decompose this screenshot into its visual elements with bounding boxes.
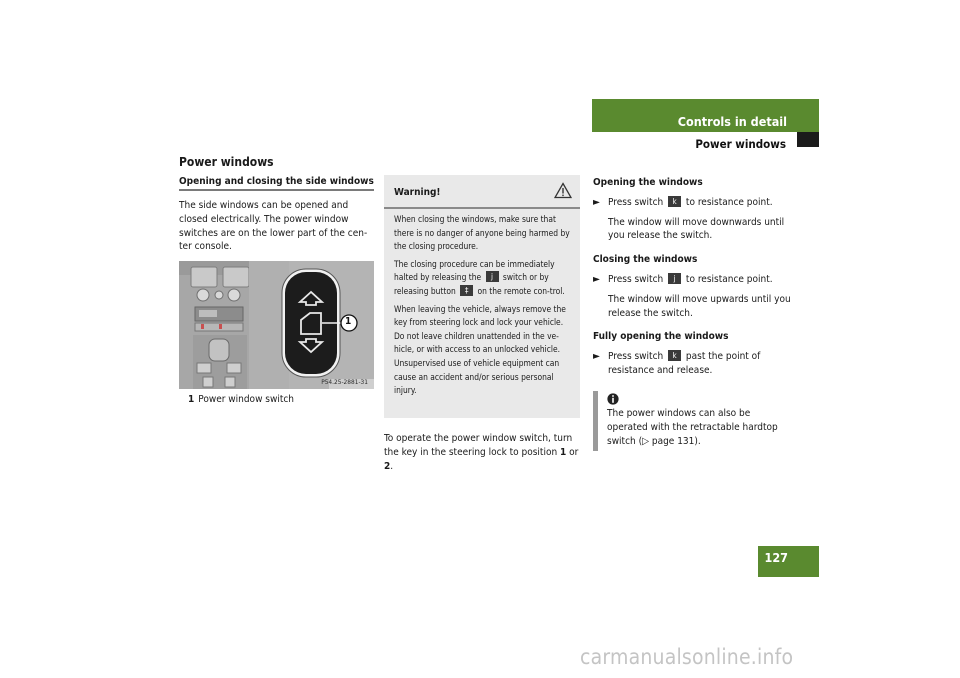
watermark: carmanualsonline.info <box>580 645 794 669</box>
opening-result: The window will move downwards until you release the switch. <box>608 216 785 242</box>
caption-text: Power window switch <box>198 394 294 405</box>
instructions-column <box>593 176 793 378</box>
warning-text <box>394 213 574 402</box>
image-caption <box>188 394 294 405</box>
opening-step-b: to resistance point. <box>683 196 773 208</box>
warning-p2-part-c: on the remote con-trol. <box>475 285 565 296</box>
chapter-title: Controls in detail <box>677 114 787 129</box>
section-title: Power windows <box>695 137 786 151</box>
warning-triangle-icon <box>554 182 572 199</box>
intro-paragraph: The side windows can be opened and closed electrically. The power window switches are on the lower part of the cen-ter console. <box>179 200 368 253</box>
page-reference-link[interactable]: ▷ page 131 <box>642 435 695 447</box>
callout-number: 1 <box>345 316 352 327</box>
window-up-symbol: j <box>668 273 681 284</box>
sub-heading: Opening and closing the side windows <box>179 176 374 187</box>
window-down-symbol: k <box>668 196 681 207</box>
caption-number: 1 <box>188 394 195 405</box>
closing-step <box>593 273 793 287</box>
opening-step-a: Press switch <box>608 196 667 208</box>
position-2: 2 <box>384 460 391 472</box>
warning-title: Warning! <box>394 187 441 198</box>
operate-paragraph <box>384 432 580 473</box>
bullet-arrow-icon: ► <box>593 273 600 285</box>
window-up-symbol: j <box>486 271 499 282</box>
bullet-arrow-icon: ► <box>593 351 600 363</box>
window-down-symbol: k <box>668 350 681 361</box>
info-text-a: The power windows can also be operated with the retractable hardtop switch ( <box>607 408 778 447</box>
operate-text-c: . <box>390 460 394 472</box>
header-tab-marker <box>797 132 819 147</box>
page-number: 127 <box>764 550 788 565</box>
warning-p2-part-a: The closing procedure can be immediately halted by releasing the <box>394 258 555 283</box>
info-icon <box>607 393 619 405</box>
header-chapter-bar <box>592 99 819 132</box>
warning-paragraph-1: When closing the windows, make sure that there is no danger of anyone being harmed by the closing procedure. <box>394 214 570 252</box>
center-console-photo <box>179 261 374 389</box>
full-opening-step <box>593 350 793 378</box>
closing-result: The window will move upwards until you release the switch. <box>608 293 791 319</box>
page-title: Power windows <box>179 155 274 169</box>
info-bar <box>593 391 598 451</box>
warning-p2-part-b: switch or by releasing button <box>394 272 549 296</box>
closing-step-b: to resistance point. <box>683 273 773 285</box>
position-1: 1 <box>560 446 567 458</box>
info-note <box>593 391 793 451</box>
warning-rule <box>384 207 580 209</box>
warning-paragraph-3: When leaving the vehicle, always remove the key from steering lock and lock your vehicle. Do not leave children unattended in the ve-hicle, or with access to an unlocked vehicle. Unsupervised use of vehicle equipment can cause an accident and/or serious personal injury. <box>394 303 566 396</box>
page-number-box <box>758 546 819 577</box>
heading-rule <box>179 189 374 191</box>
opening-step <box>593 196 793 210</box>
info-text-b: ). <box>694 435 701 447</box>
full-step-b: past the point of resistance and release. <box>608 351 761 376</box>
closing-heading: Closing the windows <box>593 254 698 266</box>
info-text <box>607 407 792 448</box>
bullet-arrow-icon: ► <box>593 196 600 208</box>
operate-text-a: To operate the power window switch, turn the key in the steering lock to position <box>384 433 573 458</box>
opening-heading: Opening the windows <box>593 177 703 188</box>
warning-paragraph-2 <box>394 258 574 299</box>
warning-box <box>384 175 580 418</box>
closing-step-a: Press switch <box>608 273 667 285</box>
image-code: P54.25-2881-31 <box>321 378 368 386</box>
full-step-a: Press switch <box>608 351 667 363</box>
full-opening-heading: Fully opening the windows <box>593 331 729 343</box>
operate-text-b: or <box>566 446 579 458</box>
lock-button-icon: ‡ <box>460 285 473 296</box>
